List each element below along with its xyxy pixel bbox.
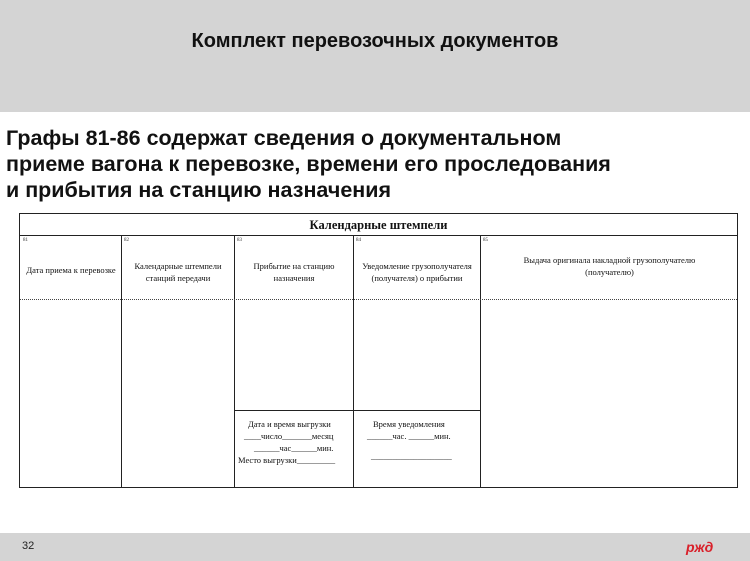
column-header-line: назначения	[273, 273, 315, 283]
column-header-waybill-issue	[482, 254, 737, 278]
column-divider	[234, 236, 235, 487]
column-header-line: Прибытие на станцию	[253, 261, 335, 271]
column-header-acceptance-date	[22, 264, 120, 276]
notify-title: Время уведомления	[373, 419, 445, 429]
column-number: 83	[237, 238, 242, 243]
logo-text: ржд	[686, 539, 714, 555]
column-header-arrival	[236, 260, 352, 284]
column-header-line: Уведомление грузополучателя	[362, 261, 472, 271]
page-number: 32	[22, 540, 35, 552]
notify-sign-line: ___________________	[371, 451, 452, 461]
unload-time-line: ______час______мин.	[254, 443, 334, 453]
column-header-line: Выдача оригинала накладной грузополучателю	[523, 255, 696, 265]
rzd-logo	[684, 538, 724, 556]
lead-paragraph	[6, 125, 736, 203]
column-header-notification	[355, 260, 479, 284]
column-header-line: Календарные штемпели	[134, 261, 222, 271]
column-divider	[353, 236, 354, 487]
lead-line-2: приеме вагона к перевозке, времени его проследования	[6, 152, 611, 176]
column-header-line: (получателю)	[585, 267, 634, 277]
form-title: Календарные штемпели	[20, 214, 737, 236]
column-header-transfer-stamps	[123, 260, 233, 284]
slide-title: Комплект перевозочных документов	[191, 30, 559, 52]
column-number: 85	[483, 238, 488, 243]
column-number: 82	[124, 238, 129, 243]
calendar-stamps-form	[19, 213, 738, 488]
unload-title: Дата и время выгрузки	[248, 419, 331, 429]
column-header-line: Дата приема к перевозке	[26, 265, 116, 275]
notify-block-border	[353, 410, 480, 411]
header-dotted-separator	[20, 299, 737, 300]
lead-line-3: и прибытия на станцию назначения	[6, 178, 392, 202]
column-header-line: (получателя) о прибытии	[371, 273, 463, 283]
column-divider	[480, 236, 481, 487]
lead-line-1: Графы 81-86 содержат сведения о документальном	[6, 126, 562, 150]
column-divider	[121, 236, 122, 487]
notify-time-line: ______час. ______мин.	[367, 431, 451, 441]
unload-date-line: ____число_______месяц	[244, 431, 334, 441]
unload-block	[238, 418, 352, 466]
column-number: 84	[356, 238, 361, 243]
footer-band	[0, 533, 750, 561]
column-number: 81	[23, 238, 28, 243]
notify-block	[357, 418, 479, 462]
column-header-line: станций передачи	[145, 273, 211, 283]
header-band	[0, 0, 750, 112]
unload-block-border	[234, 410, 353, 411]
unload-place-line: Место выгрузки_________	[238, 455, 336, 465]
